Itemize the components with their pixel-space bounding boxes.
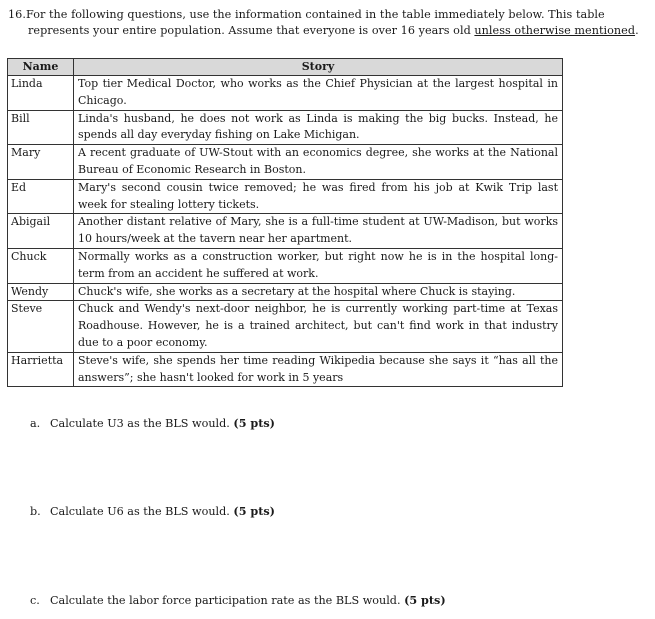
table-row <box>8 283 563 301</box>
table-row <box>8 214 563 249</box>
row-name: Chuck <box>8 248 74 283</box>
row-name: Ed <box>8 179 74 214</box>
subquestion-letter: b. <box>30 505 41 518</box>
question-number: 16. <box>8 8 26 21</box>
row-name: Linda <box>8 76 74 111</box>
subquestion-a <box>30 415 275 432</box>
table-row <box>8 248 563 283</box>
table-row <box>8 352 563 387</box>
row-story: Another distant relative of Mary, she is a full-time student at UW-Madison, but works 10 hours/week at the tavern near her apartment. <box>74 214 563 249</box>
row-name: Abigail <box>8 214 74 249</box>
question-text-line2 <box>8 23 648 39</box>
table-row <box>8 110 563 145</box>
row-story: A recent graduate of UW-Stout with an economics degree, she works at the National Bureau of Economic Research in Boston. <box>74 145 563 180</box>
table-header-row <box>8 59 563 76</box>
subquestion-text: Calculate U6 as the BLS would. <box>50 505 230 518</box>
row-story: Steve's wife, she spends her time reading Wikipedia because she says it “has all the answers”; she hasn't looked for work in 5 years <box>74 352 563 387</box>
row-story: Normally works as a construction worker, but right now he is in the hospital long-term from an accident he suffered at work. <box>74 248 563 283</box>
table-row <box>8 301 563 352</box>
row-name: Wendy <box>8 283 74 301</box>
subquestion-text: Calculate U3 as the BLS would. <box>50 417 230 430</box>
header-name: Name <box>8 59 74 76</box>
subquestion-letter: a. <box>30 417 41 430</box>
row-story: Mary's second cousin twice removed; he was fired from his job at Kwik Trip last week for stealing lottery tickets. <box>74 179 563 214</box>
subquestion-text: Calculate the labor force participation rate as the BLS would. <box>50 594 401 607</box>
question-text-line2-end: . <box>635 24 639 37</box>
row-name: Harrietta <box>8 352 74 387</box>
row-story: Linda's husband, he does not work as Linda is making the big bucks. Instead, he spends all day everyday fishing on Lake Michigan. <box>74 110 563 145</box>
question-text-line1: For the following questions, use the information contained in the table immediately below. This table <box>26 8 605 21</box>
header-story: Story <box>74 59 563 76</box>
question-intro <box>8 7 648 39</box>
row-name: Steve <box>8 301 74 352</box>
subquestion-letter: c. <box>30 594 40 607</box>
table-row <box>8 76 563 111</box>
subquestion-points: (5 pts) <box>233 416 275 430</box>
row-story: Chuck and Wendy's next-door neighbor, he is currently working part-time at Texas Roadhouse. However, he is a trained architect, but can't find work in that industry due to a poor economy. <box>74 301 563 352</box>
question-underlined-phrase: unless otherwise mentioned <box>474 24 636 37</box>
row-story: Chuck's wife, she works as a secretary at the hospital where Chuck is staying. <box>74 283 563 301</box>
row-name: Mary <box>8 145 74 180</box>
row-name: Bill <box>8 110 74 145</box>
population-table <box>7 58 563 387</box>
subquestion-b <box>30 503 275 520</box>
table-row <box>8 179 563 214</box>
table-row <box>8 145 563 180</box>
subquestion-points: (5 pts) <box>233 504 275 518</box>
question-text-line2-start: represents your entire population. Assume that everyone is over 16 years old <box>28 24 475 37</box>
subquestion-c <box>30 592 446 609</box>
row-story: Top tier Medical Doctor, who works as the Chief Physician at the largest hospital in Chicago. <box>74 76 563 111</box>
subquestion-points: (5 pts) <box>404 593 446 607</box>
